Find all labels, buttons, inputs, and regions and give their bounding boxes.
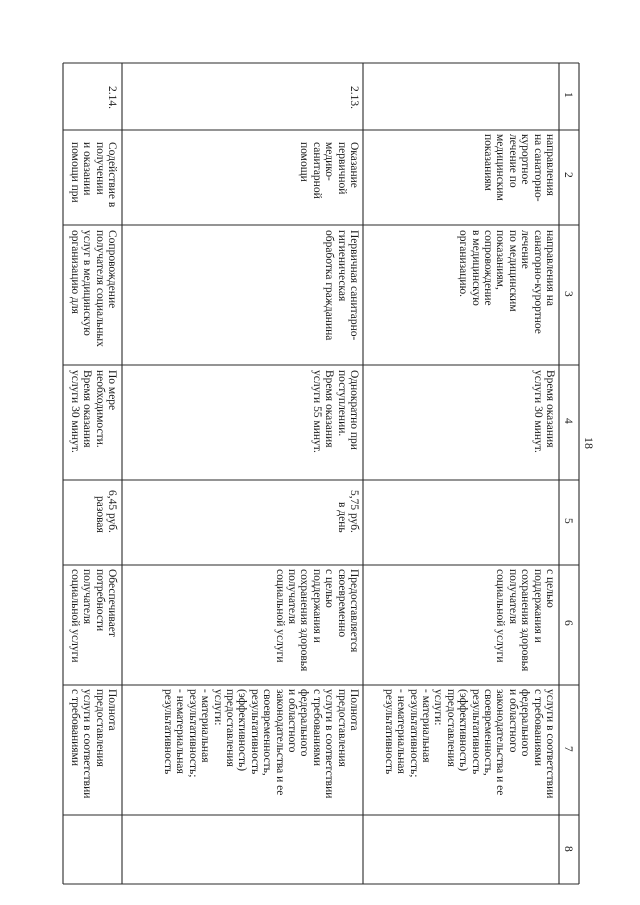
column-number-8: 8 (562, 846, 574, 852)
row1-conditions-cell: с целью поддержания и сохранения здоровья получателя социальной услуги (494, 569, 556, 672)
row2-tariff-cell: 5,75 руб. в день (335, 490, 360, 533)
column-number-3: 3 (562, 291, 574, 297)
column-number-1: 1 (562, 92, 574, 98)
row2-indicators-cell: Полнота предоставления услуги в соответствии с требованиями федерального и областного законодательства и ее своевременность, результативность (эффективность) предоставления услуги: - материальная результативность; - нематериальная результативность (161, 689, 360, 799)
column-number-5: 5 (562, 518, 574, 524)
row3-tariff-cell: 6,45 руб. разовая (93, 490, 118, 533)
column-number-2: 2 (562, 172, 574, 178)
row3-term-cell: По мере необходимости. Время оказания услуги 30 минут. (68, 370, 118, 453)
row2-conditions-cell: Предоставляется своевременно с целью поддержания и сохранения здоровья получателя социальной услуги (273, 569, 360, 672)
row1-service-cell: направления на санаторно- курортное лечение по медицинским показаниям (481, 134, 556, 202)
column-number-4: 4 (562, 418, 574, 424)
page-number: 18 (582, 437, 596, 449)
row2-content-cell: Первичная санитарно- гигиеническая обработка гражданина (323, 230, 360, 341)
column-number-6: 6 (562, 620, 574, 626)
row3-conditions-cell: Обеспечивает потребности получателя социальной услуги (68, 569, 118, 663)
row3-content-cell: Сопровождение получателя социальных услуг в медицинскую организацию для (68, 230, 118, 347)
row3-service-cell: Содействие в получении и оказании помощи при (68, 142, 118, 208)
row1-term-cell: Время оказания услуги 30 минут. (531, 370, 556, 453)
row3-indicators-cell: Полнота предоставления услуги в соответствии с требованиями (68, 689, 118, 799)
row2-term-cell: Однократно при поступлении. Время оказания услуги 55 минут. (310, 370, 360, 453)
row1-indicators-cell: услуги в соответствии с требованиями федерального и областного законодательства и ее своевременность, результативность (эффективность) предоставления услуги: - материальная результативность; - нематериальная результативность (382, 689, 556, 799)
row3-number-cell: 2.14. (106, 86, 118, 109)
row2-service-cell: Оказание первичной медико- санитарной помощи (298, 142, 360, 199)
column-number-7: 7 (562, 746, 574, 752)
row2-number-cell: 2.13. (348, 86, 360, 109)
row1-content-cell: направления на санаторно-курортное лечение по медицинским показаниям, сопровождение в медицинскую организацию. (457, 230, 556, 334)
